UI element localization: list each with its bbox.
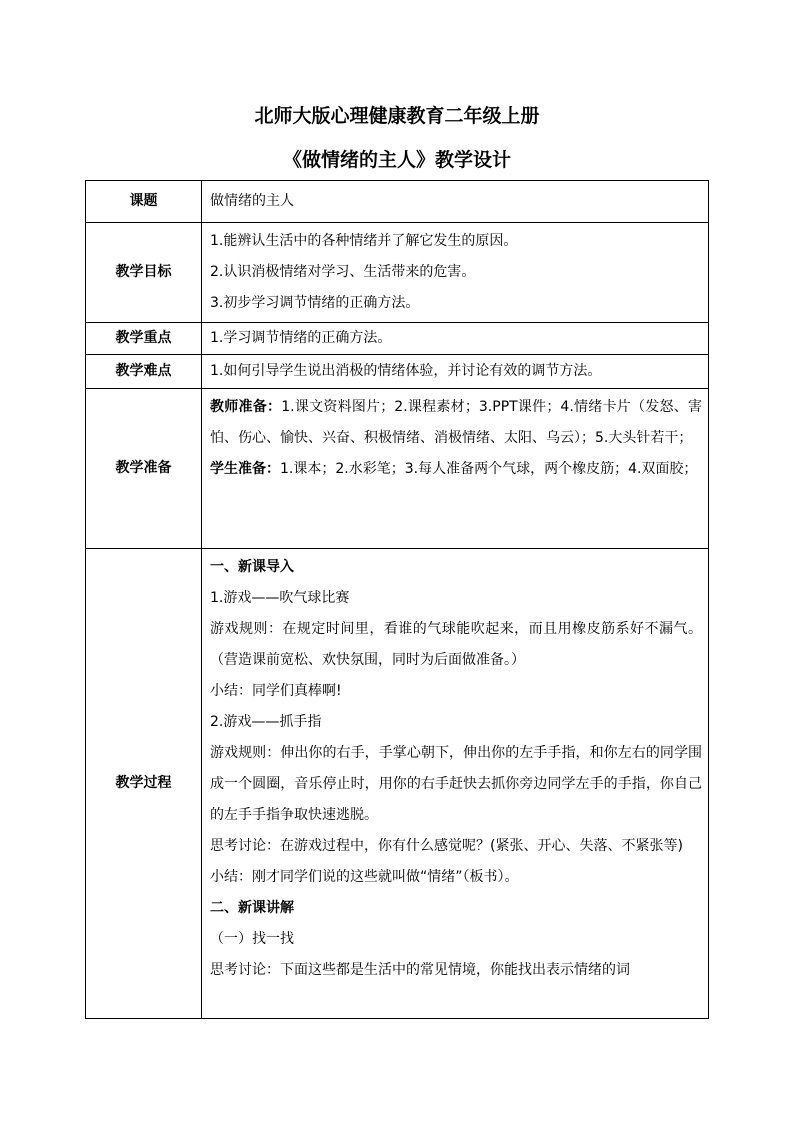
teacher-preparation [210, 392, 702, 454]
game1-rules: 游戏规则：在规定时间里，看谁的气球能吹起来，而且用橡皮筋系好不漏气。（营造课前宽松、欢快氛围，同时为后面做准备。） [210, 621, 702, 668]
game1-summary: 小结：同学们真棒啊! [210, 683, 342, 699]
section1-title: 一、新课导入 [210, 559, 294, 575]
goals-content [202, 223, 709, 323]
section2-title: 二、新课讲解 [210, 900, 294, 916]
preparation-content [202, 389, 709, 549]
table-row-process [86, 549, 709, 1019]
document-title: 北师大版心理健康教育二年级上册 [254, 105, 540, 127]
preparation-label: 教学准备 [86, 389, 202, 549]
sub1-title: （一）找一找 [210, 931, 294, 947]
key-point-value: 1.学习调节情绪的正确方法。 [202, 323, 709, 355]
topic-value: 做情绪的主人 [202, 181, 709, 223]
game2-title: 2.游戏——抓手指 [210, 714, 322, 730]
teacher-preparation-label: 教师准备： [210, 399, 282, 415]
goal-item-3: 3.初步学习调节情绪的正确方法。 [210, 295, 420, 311]
document-subtitle: 《做情绪的主人》教学设计 [282, 149, 511, 171]
process-content [202, 549, 709, 1019]
table-row-goals [86, 223, 709, 323]
student-preparation [210, 454, 702, 485]
topic-label: 课题 [86, 181, 202, 223]
summary2-text: 小结：刚才同学们说的这些就叫做“情绪”（板书）。 [210, 869, 519, 885]
difficulty-value: 1.如何引导学生说出消极的情绪体验，并讨论有效的调节方法。 [202, 355, 709, 389]
teacher-preparation-text: 1.课文资料图片；2.课程素材；3.PPT课件；4.情绪卡片（发怒、害怕、伤心、愉快、兴奋、积极情绪、消极情绪、太阳、乌云）；5.大头针若干； [210, 399, 702, 446]
table-row-difficulty [86, 355, 709, 389]
table-row-key-point [86, 323, 709, 355]
student-preparation-label: 学生准备： [210, 461, 280, 477]
difficulty-label: 教学难点 [86, 355, 202, 389]
discussion-text: 思考讨论：在游戏过程中，你有什么感觉呢？(紧张、开心、失落、不紧张等) [210, 838, 683, 854]
process-label: 教学过程 [86, 549, 202, 1019]
goal-item-2: 2.认识消极情绪对学习、生活带来的危害。 [210, 264, 476, 280]
sub1-text: 思考讨论：下面这些都是生活中的常见情境，你能找出表示情绪的词 [210, 962, 630, 978]
table-row-topic [86, 181, 709, 223]
goal-item-1: 1.能辨认生活中的各种情绪并了解它发生的原因。 [210, 233, 518, 249]
lesson-plan-table [85, 180, 709, 1019]
key-point-label: 教学重点 [86, 323, 202, 355]
student-preparation-text: 1.课本；2.水彩笔；3.每人准备两个气球，两个橡皮筋；4.双面胶； [280, 461, 698, 477]
game2-rules: 游戏规则：伸出你的右手，手掌心朝下，伸出你的左手手指，和你左右的同学围成一个圆圈，音乐停止时，用你的右手赶快去抓你旁边同学左手的手指，你自己的左手手指争取快速逃脱。 [210, 745, 702, 823]
goals-label: 教学目标 [86, 223, 202, 323]
table-row-preparation [86, 389, 709, 549]
game1-title: 1.游戏——吹气球比赛 [210, 590, 350, 606]
